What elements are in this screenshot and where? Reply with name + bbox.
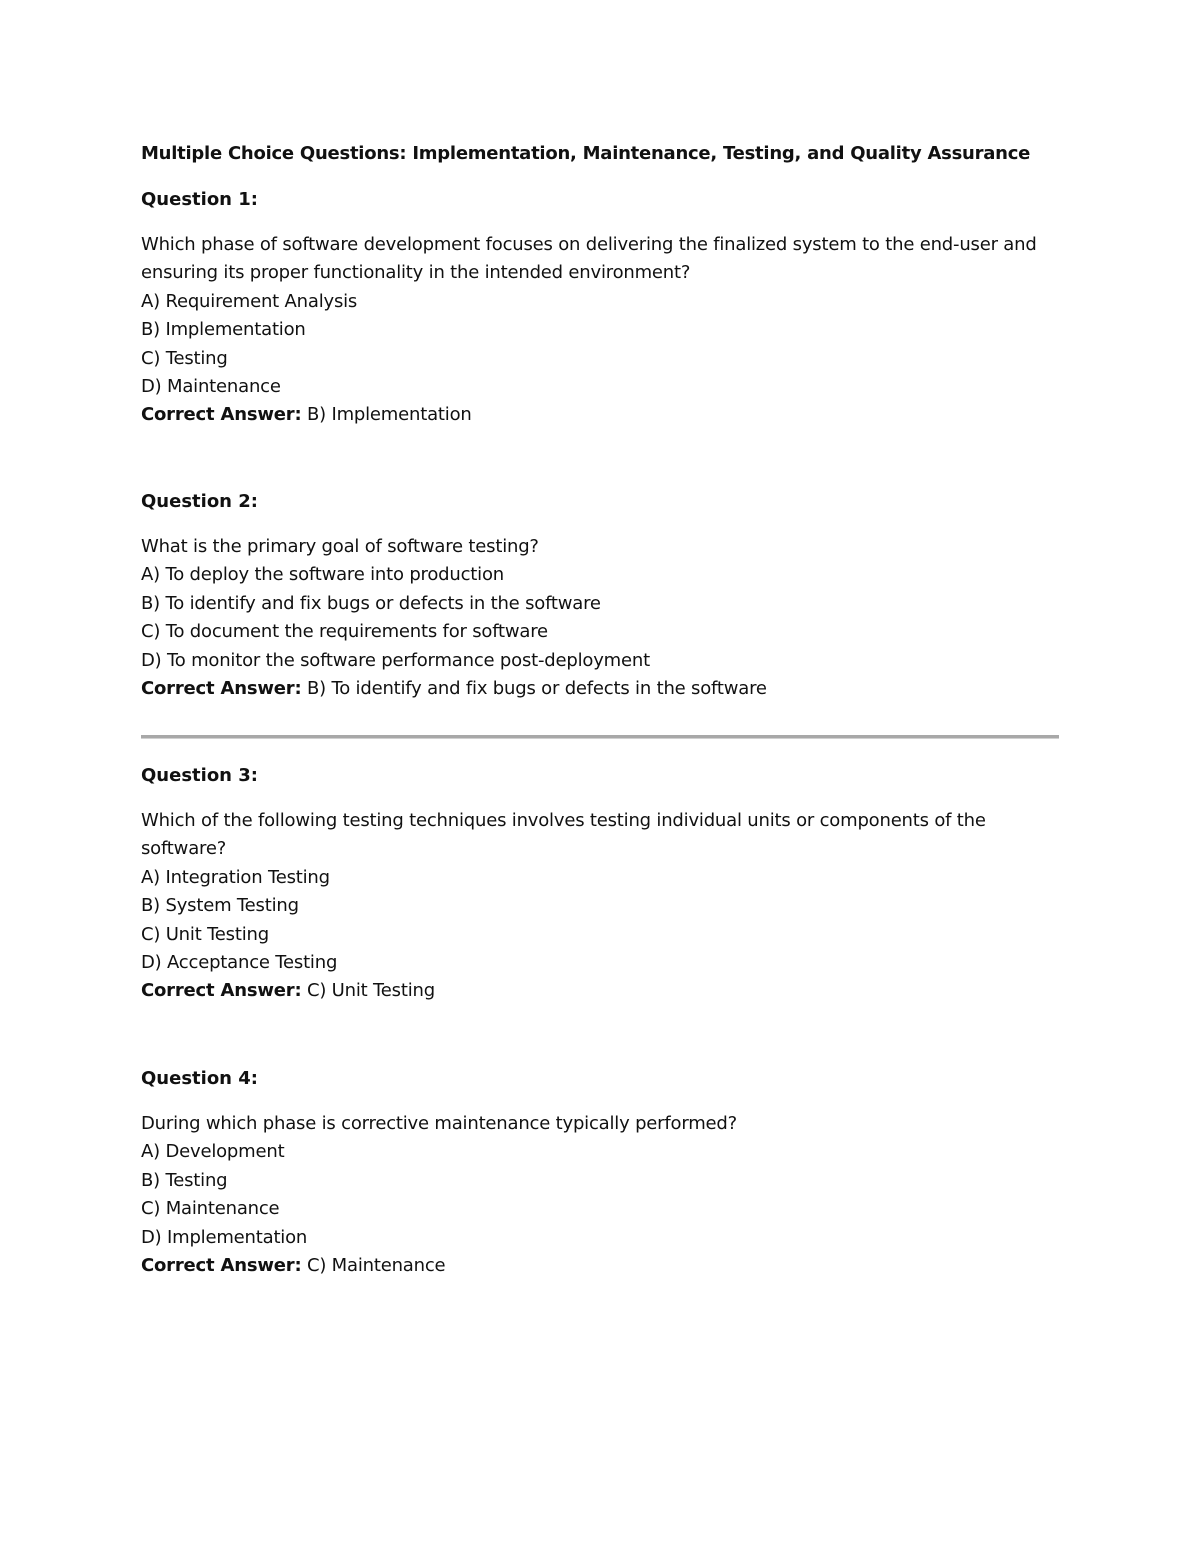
correct-answer-label: Correct Answer: <box>141 404 302 426</box>
question-text: Which phase of software development focuses on delivering the finalized system to the end-user and ensuring its proper functionality in the intended environment? <box>141 234 1037 284</box>
question-heading: Question 2: <box>141 491 258 512</box>
correct-answer <box>141 1252 1061 1280</box>
horizontal-rule <box>141 735 1059 739</box>
question-heading: Question 1: <box>141 189 258 210</box>
correct-answer-value: C) Unit Testing <box>301 980 435 1002</box>
option-c: C) Maintenance <box>141 1198 280 1220</box>
question-3 <box>141 763 1061 1006</box>
option-c: C) To document the requirements for software <box>141 621 548 643</box>
question-2 <box>141 489 1061 703</box>
option-a: A) To deploy the software into production <box>141 564 504 586</box>
option-d: D) To monitor the software performance post-deployment <box>141 649 650 671</box>
option-c: C) Testing <box>141 347 228 369</box>
question-text: Which of the following testing techniques involves testing individual units or components of the software? <box>141 810 986 860</box>
question-1 <box>141 187 1061 430</box>
option-d: D) Implementation <box>141 1226 308 1248</box>
option-d: D) Maintenance <box>141 376 281 398</box>
option-b: B) System Testing <box>141 895 299 917</box>
option-a: A) Development <box>141 1141 285 1163</box>
option-b: B) To identify and fix bugs or defects in the software <box>141 592 601 614</box>
correct-answer <box>141 401 1061 429</box>
correct-answer-value: C) Maintenance <box>301 1255 446 1277</box>
option-c: C) Unit Testing <box>141 923 269 945</box>
question-heading: Question 3: <box>141 765 258 786</box>
correct-answer-value: B) To identify and fix bugs or defects in the software <box>301 678 767 700</box>
question-text: What is the primary goal of software testing? <box>141 536 539 557</box>
correct-answer-label: Correct Answer: <box>141 1255 302 1277</box>
option-a: A) Requirement Analysis <box>141 290 358 312</box>
correct-answer-label: Correct Answer: <box>141 678 302 700</box>
question-heading: Question 4: <box>141 1068 258 1089</box>
correct-answer-value: B) Implementation <box>301 404 472 426</box>
question-4 <box>141 1066 1061 1280</box>
option-b: B) Testing <box>141 1169 228 1191</box>
correct-answer <box>141 977 1061 1005</box>
correct-answer <box>141 675 1061 703</box>
correct-answer-label: Correct Answer: <box>141 980 302 1002</box>
question-text: During which phase is corrective maintenance typically performed? <box>141 1113 738 1134</box>
option-b: B) Implementation <box>141 319 306 341</box>
document-title: Multiple Choice Questions: Implementation, Maintenance, Testing, and Quality Assurance <box>141 143 1031 164</box>
option-d: D) Acceptance Testing <box>141 952 338 974</box>
option-a: A) Integration Testing <box>141 866 330 888</box>
